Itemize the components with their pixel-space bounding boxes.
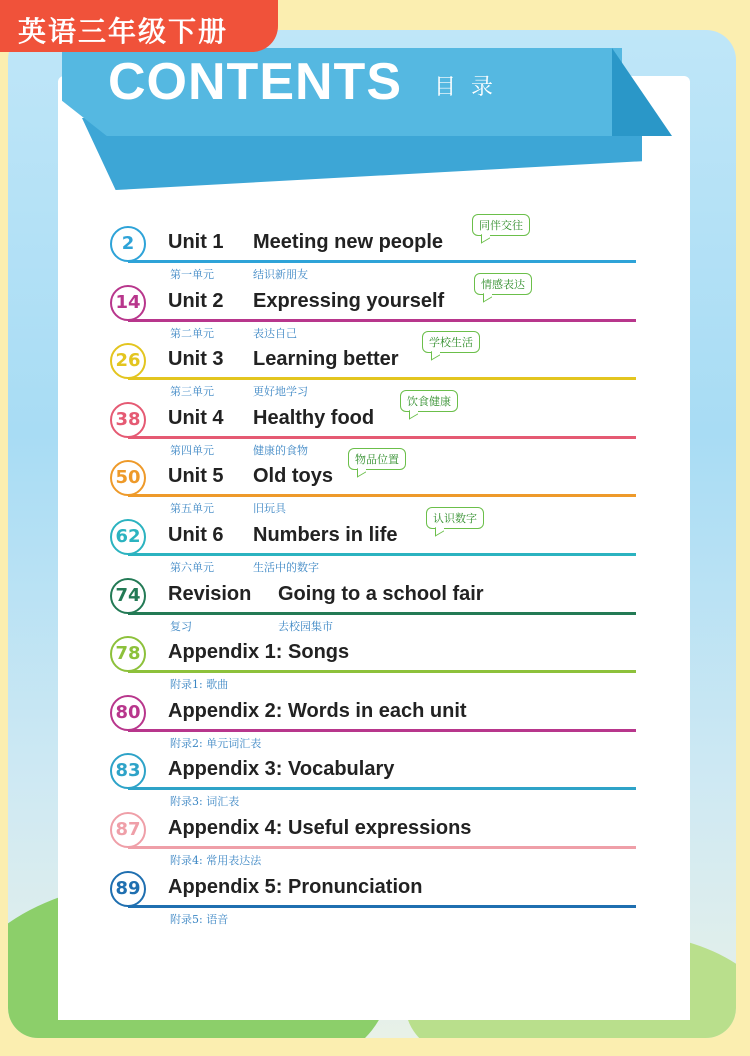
page-number-badge: 62 [110, 519, 146, 555]
chinese-unit-label: 附录4: 常用表达法 [170, 854, 262, 867]
unit-label: Unit 4 [168, 406, 224, 429]
chinese-title: 结识新朋友 [253, 268, 308, 281]
chinese-title: 去校园集市 [278, 619, 333, 633]
toc-entry[interactable] [110, 697, 636, 755]
unit-label: Unit 5 [168, 465, 224, 488]
page-subtitle: 目 录 [434, 75, 497, 100]
toc-underline [128, 260, 636, 263]
theme-speech-bubble: 饮食健康 [400, 390, 458, 412]
unit-title: Meeting new people [253, 231, 444, 253]
toc-entry[interactable] [110, 219, 636, 286]
unit-title: Expressing yourself [253, 289, 445, 312]
unit-label: Appendix 5: Pronunciation [168, 875, 423, 898]
theme-speech-bubble: 情感表达 [474, 273, 532, 295]
theme-speech-bubble: 同伴交往 [472, 214, 530, 236]
toc-underline [128, 729, 636, 732]
page-number-badge: 38 [110, 402, 146, 438]
chinese-title: 更好地学习 [253, 385, 308, 399]
unit-label: Appendix 1: Songs [168, 641, 350, 664]
unit-title: Going to a school fair [278, 582, 484, 605]
theme-speech-bubble: 学校生活 [422, 331, 480, 353]
chinese-unit-label: 复习 [170, 619, 192, 633]
unit-label: Unit 2 [168, 289, 224, 312]
toc-entry[interactable] [110, 453, 636, 520]
chinese-title: 生活中的数字 [253, 561, 319, 574]
page-title: CONTENTS [108, 53, 402, 111]
toc-underline [128, 377, 636, 380]
toc-underline [128, 670, 636, 673]
unit-label: Unit 6 [168, 524, 224, 546]
page-number-badge: 78 [110, 636, 146, 672]
page-number-badge: 74 [110, 578, 146, 614]
theme-speech-bubble: 物品位置 [348, 448, 406, 470]
toc-entry[interactable] [110, 580, 636, 638]
page-number-badge: 80 [110, 695, 146, 731]
toc-entry[interactable] [110, 336, 636, 403]
toc-underline [128, 319, 636, 322]
chinese-unit-label: 第五单元 [170, 502, 214, 516]
toc-underline [128, 612, 636, 615]
unit-title: Numbers in life [253, 524, 398, 546]
unit-title: Learning better [253, 348, 399, 371]
toc-entry[interactable] [110, 512, 636, 579]
page-number-badge: 87 [110, 812, 146, 848]
unit-label: Appendix 2: Words in each unit [168, 699, 467, 722]
unit-label: Unit 1 [168, 231, 224, 253]
page-number-badge: 14 [110, 285, 146, 321]
unit-title: Healthy food [253, 406, 375, 429]
chinese-unit-label: 第四单元 [170, 443, 214, 457]
toc-underline [128, 905, 636, 908]
chinese-title: 表达自己 [253, 326, 297, 340]
chinese-title: 健康的食物 [253, 443, 308, 457]
chinese-unit-label: 附录5: 语音 [170, 912, 229, 926]
theme-speech-bubble: 认识数字 [426, 507, 484, 529]
chinese-unit-label: 第三单元 [170, 385, 214, 399]
toc-entry[interactable] [110, 755, 636, 813]
toc-underline [128, 787, 636, 790]
book-tag [0, 0, 278, 52]
toc-entry[interactable] [110, 277, 636, 345]
unit-label: Appendix 3: Vocabulary [168, 758, 395, 781]
toc-underline [128, 436, 636, 439]
book-tag-label: 英语三年级下册 [18, 15, 229, 48]
page-number-badge: 89 [110, 871, 146, 907]
toc-underline [128, 846, 636, 849]
toc-entry[interactable] [110, 873, 636, 931]
page-number-badge: 26 [110, 343, 146, 379]
banner-fold [612, 48, 672, 136]
page-number-badge: 2 [110, 226, 146, 262]
toc-underline [128, 553, 636, 556]
chinese-unit-label: 附录1: 歌曲 [170, 678, 229, 692]
toc-entry[interactable] [110, 814, 636, 872]
toc-entry[interactable] [110, 638, 636, 696]
page-number-badge: 50 [110, 460, 146, 496]
unit-label: Unit 3 [168, 348, 224, 371]
unit-title: Old toys [253, 465, 334, 488]
toc-underline [128, 494, 636, 497]
chinese-unit-label: 第二单元 [170, 326, 214, 340]
chinese-unit-label: 附录3: 词汇表 [170, 795, 240, 809]
chinese-unit-label: 附录2: 单元词汇表 [170, 736, 262, 750]
page-number-badge: 83 [110, 753, 146, 789]
unit-label: Revision [168, 582, 252, 605]
unit-label: Appendix 4: Useful expressions [168, 817, 472, 839]
chinese-title: 旧玩具 [253, 502, 286, 516]
chinese-unit-label: 第六单元 [170, 561, 214, 574]
chinese-unit-label: 第一单元 [170, 268, 214, 281]
